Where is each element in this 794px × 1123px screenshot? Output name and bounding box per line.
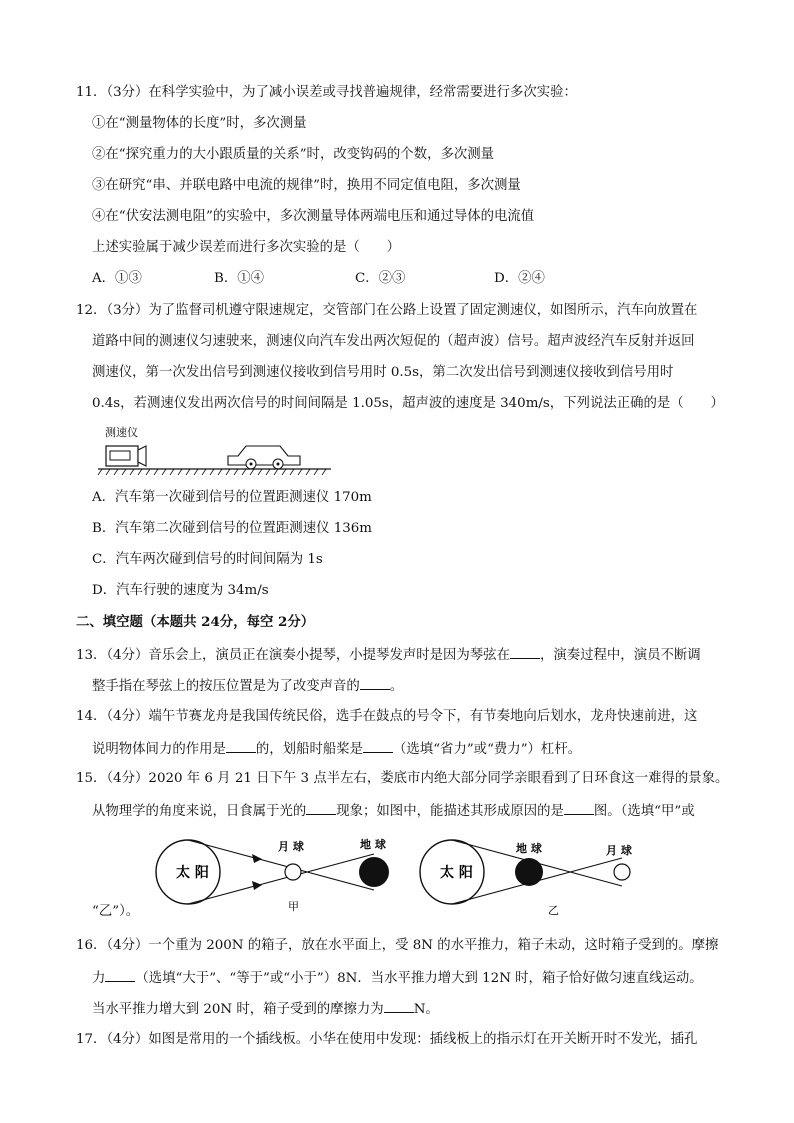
q12-line-4: 0.4s，若测速仪发出两次信号的时间间隔是 1.05s，超声波的速度是 340m/s，下列说法正确的是（ ） [92,396,724,411]
q11-option-a: A．①③ [92,271,142,286]
jia-earth-label: 地 球 [360,838,386,851]
q11-item-4: ④在“伏安法测电阻”的实验中，多次测量导体两端电压和通过导体的电流值 [92,209,535,224]
q15-text-2c: 图。（选填“甲”或 [593,804,695,819]
q15-line-1: 15．（4分）2020 年 6 月 21 日下午 3 点半左右，娄底市内绝大部分同学亲眼看到了日环食这一难得的景象。 [76,771,729,786]
q13-line-2 [92,676,403,696]
q14-text-2b: 的，划船时船桨是 [255,742,364,757]
yi-earth-label: 地 球 [516,842,542,855]
q11-item-2: ②在“探究重力的大小跟质量的关系”时，改变钩码的个数，多次测量 [92,147,495,162]
q14-text-2a: 说明物体间力的作用是 [92,742,226,757]
q15-blank-2[interactable] [564,801,594,815]
q11-option-d: D．②④ [494,271,545,286]
speed-detector-label: 测速仪 [105,426,138,439]
q17-line-1: 17．（4分）如图是常用的一个插线板。小华在使用中发现：插线板上的指示灯在开关断开时不发光，插孔 [76,1032,698,1047]
q16-line-2 [92,968,703,988]
q14-text-2c: （选填“省力”或“费力”）杠杆。 [393,742,582,757]
section-2-title: 二、填空题（本题共 24分，每空 2分） [76,614,315,630]
q13-text-1b: ，演奏过程中，演员不断调 [539,648,701,663]
q14-blank-2[interactable] [363,739,393,753]
q12-option-c: C．汽车两次碰到信号的时间间隔为 1s [92,552,323,567]
q15-line-2 [92,801,695,821]
speed-detector-figure [96,438,336,478]
q15-text-2b: 现象；如图中，能描述其形成原因的是 [336,804,564,819]
q11-question: 上述实验属于减少误差而进行多次实验的是（ ） [92,240,400,255]
q16-blank-2[interactable] [384,999,414,1013]
q16-text-3a: 当水平推力增大到 20N 时，箱子受到的摩擦力为 [92,1002,384,1017]
q16-line-1: 16．（4分）一个重为 200N 的箱子，放在水平面上，受 8N 的水平推力，箱子未动，这时箱子受到的。摩擦 [76,938,719,953]
q13-blank-2[interactable] [360,676,390,690]
q12-line-3: 测速仪，第一次发出信号到测速仪接收到信号用时 0.5s，第二次发出信号到测速仪接收到信号用时 [92,365,674,380]
yi-moon-label: 月 球 [606,844,632,857]
q16-text-2a: 力 [92,971,106,986]
eclipse-figure-jia [150,828,400,918]
q13-text-2b: 。 [389,679,404,694]
q11-stem: 11．（3分）在科学实验中，为了减小误差或寻找普遍规律，经常需要进行多次实验： [76,85,577,100]
q13-blank-1[interactable] [510,645,540,659]
q12-option-a: A．汽车第一次碰到信号的位置距测速仪 170m [92,490,372,505]
q11-item-3: ③在研究“串、并联电路中电流的规律”时，换用不同定值电阻，多次测量 [92,178,521,193]
yi-caption: 乙 [548,904,559,917]
q16-text-3b: N。 [413,1002,439,1017]
q15-blank-1[interactable] [306,801,336,815]
jia-sun-label: 太 阳 [176,865,209,881]
jia-caption: 甲 [288,900,299,913]
q16-text-2b: （选填“大于”、“等于”或“小于”）8N．当水平推力增大到 12N 时，箱子恰好做匀速直线运动。 [135,971,703,986]
q14-line-1: 14．（4分）端午节赛龙舟是我国传统民俗，选手在鼓点的号令下，有节奏地向后划水，龙舟快速前进，这 [76,709,698,724]
q14-blank-1[interactable] [226,739,256,753]
yi-sun-label: 太 阳 [440,865,473,881]
q16-blank-1[interactable] [105,968,135,982]
q11-item-1: ①在“测量物体的长度”时，多次测量 [92,116,307,131]
q14-line-2 [92,739,581,759]
q13-line-1 [76,645,701,665]
q12-line-2: 道路中间的测速仪匀速驶来，测速仪向汽车发出两次短促的（超声波）信号。超声波经汽车反射并返回 [92,334,695,349]
q13-text-1a: 13．（4分）音乐会上，演员正在演奏小提琴，小提琴发声时是因为琴弦在 [76,648,510,663]
q15-line-3: “乙”）。 [92,904,140,919]
jia-moon-label: 月 球 [278,840,304,853]
q12-line-1: 12．（3分）为了监督司机遵守限速规定，交管部门在公路上设置了固定测速仪，如图所示，汽车向放置在 [76,303,698,318]
q12-option-d: D．汽车行驶的速度为 34m/s [92,583,269,598]
q12-option-b: B．汽车第二次碰到信号的位置距测速仪 136m [92,521,372,536]
q13-text-2a: 整手指在琴弦上的按压位置是为了改变声音的 [92,679,360,694]
q11-option-c: C．②③ [355,271,406,286]
eclipse-figure-yi [414,828,644,918]
q11-option-b: B．①④ [214,271,265,286]
q15-text-2a: 从物理学的角度来说，日食属于光的 [92,804,307,819]
q16-line-3 [92,999,439,1019]
